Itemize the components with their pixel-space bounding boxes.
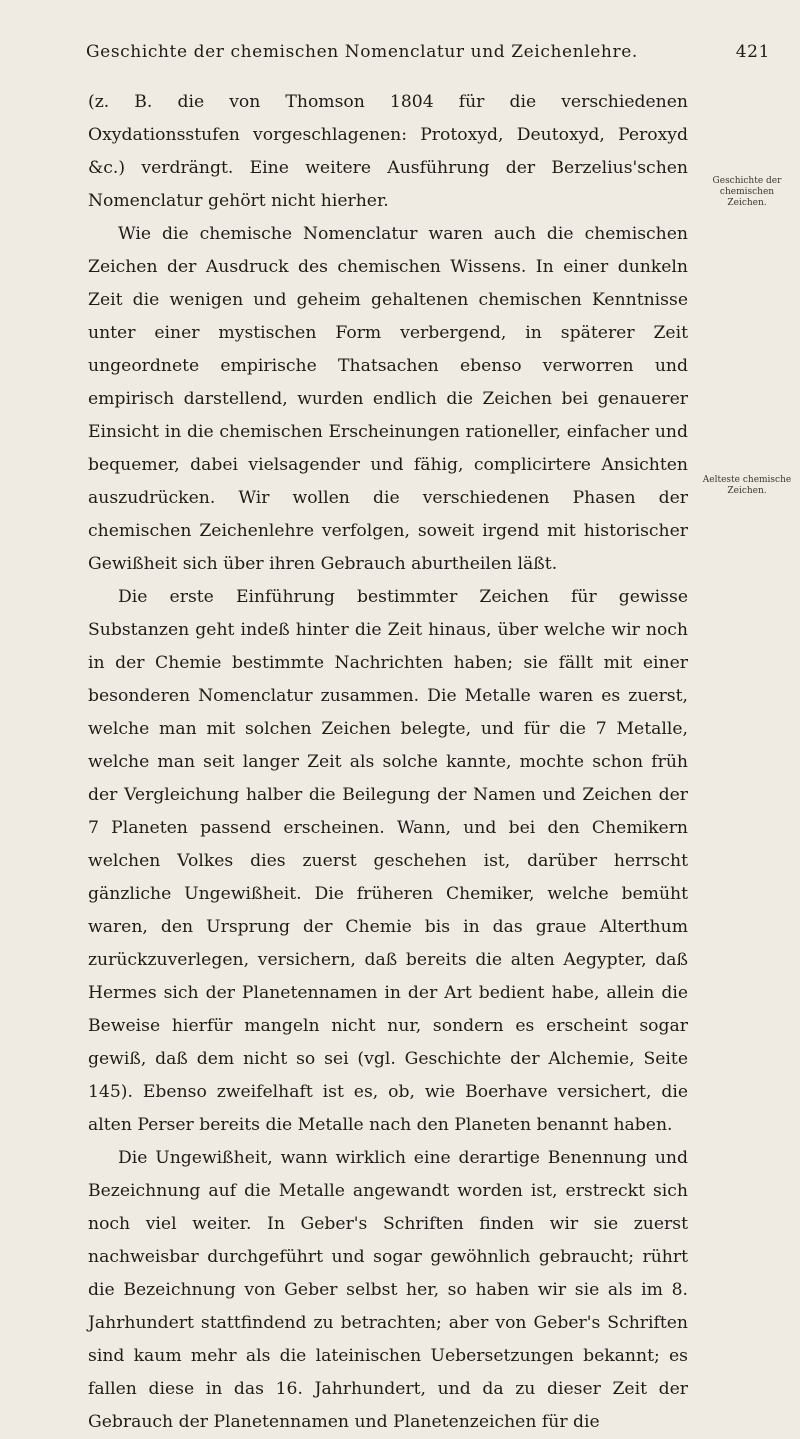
paragraph-1: (z. B. die von Thomson 1804 für die verschiedenen Oxydationsstufen vorgeschlagenen: Protoxyd, Deutoxyd, Peroxyd &c.) verdrängt. Eine weitere Ausführung der Berzelius'schen Nomenclatur gehört nicht hierher. bbox=[88, 92, 688, 211]
page-header bbox=[86, 42, 770, 66]
page-number: 421 bbox=[735, 42, 770, 62]
paragraph-2: Wie die chemische Nomenclatur waren auch die chemischen Zeichen der Ausdruck des chemischen Wissens. In einer dunkeln Zeit die wenigen und geheim gehaltenen chemischen Kenntnisse unter einer mystischen Form verbergend, in späterer Zeit ungeordnete empirische Thatsachen ebenso verworren und empirisch darstellend, wurden endlich die Zeichen bei genauerer Einsicht in die chemischen Erscheinungen rationeller, einfacher und bequemer, dabei vielsagender und fähig, complicirtere Ansichten auszudrücken. Wir wollen die verschiedenen Phasen der chemischen Zeichenlehre verfolgen, soweit irgend mit historischer Gewißheit sich über ihren Gebrauch aburtheilen läßt. bbox=[88, 224, 688, 574]
running-title: Geschichte der chemischen Nomenclatur und Zeichenlehre. bbox=[86, 42, 638, 62]
paragraph-3: Die erste Einführung bestimmter Zeichen für gewisse Substanzen geht indeß hinter die Zeit hinaus, über welche wir noch in der Chemie bestimmte Nachrichten haben; sie fällt mit einer besonderen Nomenclatur zusammen. Die Metalle waren es zuerst, welche man mit solchen Zeichen belegte, und für die 7 Metalle, welche man seit langer Zeit als solche kannte, mochte schon früh der Vergleichung halber die Beilegung der Namen und Zeichen der 7 Planeten passend erscheinen. Wann, und bei den Chemikern welchen Volkes dies zuerst geschehen ist, darüber herrscht gänzliche Ungewißheit. Die früheren Chemiker, welche bemüht waren, den Ursprung der Chemie bis in das graue Alterthum zurückzuverlegen, versichern, daß bereits die alten Aegypter, daß Hermes sich der Planetennamen in der Art bedient habe, allein die Beweise hierfür mangeln nicht nur, sondern es erscheint sogar gewiß, daß dem nicht so sei (vgl. Geschichte der Alchemie, Seite 145). Ebenso zweifelhaft ist es, ob, wie Boerhave versichert, die alten Perser bereits die Metalle nach den Planeten benannt haben. bbox=[88, 587, 688, 1135]
paragraph-4: Die Ungewißheit, wann wirklich eine derartige Benennung und Bezeichnung auf die Metalle angewandt worden ist, erstreckt sich noch viel weiter. In Geber's Schriften finden wir sie zuerst nachweisbar durchgeführt und sogar gewöhnlich gebraucht; rührt die Bezeichnung von Geber selbst her, so haben wir sie als im 8. Jahrhundert stattfindend zu betrachten; aber von Geber's Schriften sind kaum mehr als die lateinischen Uebersetzungen bekannt; es fallen diese in das 16. Jahrhundert, und da zu dieser Zeit der Gebrauch der Planetennamen und Planetenzeichen für die bbox=[88, 1148, 688, 1432]
body-text bbox=[88, 86, 688, 1439]
marginal-note-oldest-chemical-signs: Aelteste chemische Zeichen. bbox=[702, 475, 792, 496]
marginal-note-chemical-signs-history: Geschichte der chemischen Zeichen. bbox=[712, 176, 782, 208]
